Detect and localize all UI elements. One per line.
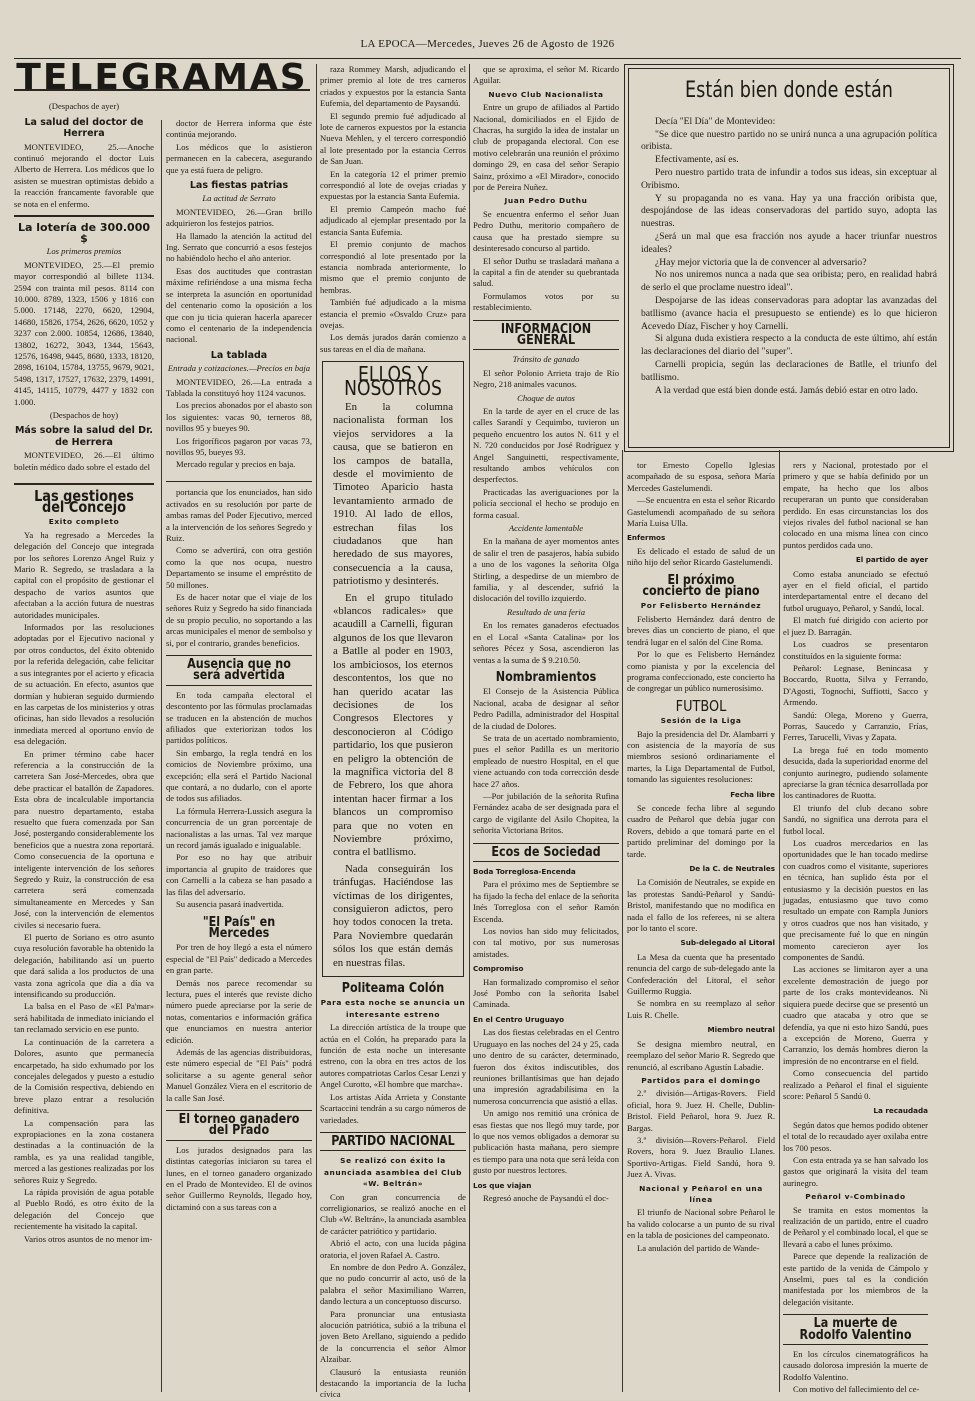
paragraph: Se trata de un acertado nombramiento, pues el señor Padilla es un meritorio empleado de nuestro Hospital, en el que viene actuando con toda corrección desde hace 27 años. <box>473 732 619 789</box>
divider <box>14 483 154 485</box>
ellos-y-nosotros-box <box>322 361 464 977</box>
paragraph: El puerto de Soriano es otro asunto cuya resolución favorable ha obtenido la delegación, habilitando así un puerto que dará salida a los productos de una vasta zona agrícola que día a día va intensificando su producción. <box>14 932 154 1000</box>
label: Nacional y Peñarol en una línea <box>639 1183 763 1204</box>
headline-box <box>783 1314 928 1345</box>
headline-ecos: Ecos de Sociedad <box>491 844 601 860</box>
headline-box <box>320 1132 466 1151</box>
paragraph: Regresó anoche de Paysandú el doc- <box>483 1192 609 1203</box>
headline-box <box>166 655 312 686</box>
paragraph: ¿Será un mal que esa fracción nos ayude a hacer triunfar nuestros ideales? <box>641 230 937 255</box>
headline-box <box>166 1110 312 1141</box>
paragraph: El señor Polonio Arrieta trajo de Río Negro, 218 animales vacunos. <box>473 367 619 390</box>
paragraph: Por tren de hoy llegó a esta el número especial de "El País" dedicado a Mercedes en gran parte. <box>166 942 312 976</box>
subhead: Exito completo <box>48 517 120 527</box>
headline-herrera: La salud del doctor de Herrera <box>24 116 144 140</box>
paragraph: El señor Duthu se trasladará mañana a la capital a fin de atender su quebrantada salud. <box>473 255 619 289</box>
paragraph: Como estaba anunciado se efectuó ayer en el field oficial, el partido interdepartamental entre el decano del futbol uruguayo, Peñarol, y Sandú, local. <box>783 568 928 613</box>
headline-box <box>473 843 619 862</box>
paragraph: Los cuadros se presentaron constituídos en la siguiente forma: <box>783 639 928 661</box>
paragraph: En la mañana de ayer momentos antes de salir el tren de pasajeros, había subido a uno de los vagones la señorita Olga Stirling, a despedirse de un miembro de familia, y al descender, sufrió la dislocación del tovillo izquierdo. <box>473 536 619 604</box>
paragraph: Los cuadros mercedarios en las oportunidades que le han tocado medirse con cuadros como el visitante, superiores en técnica, han suplido ésta por el entusiasmo y la decisión puestos en las jugadas, entusiasmo que tuvo como resultado un empate con Rampla Juniors y otros cuadros que nos han visitado, y que precisamente fué lo que en ningún momento carecieron ayer los componentes de Sandú. <box>783 838 928 963</box>
paragraph: Los médicos que lo asistieron permanecen en la cabecera, asegurando que ya está fuera de peligro. <box>166 141 312 175</box>
label: Partidos para el domingo <box>641 1075 761 1085</box>
paragraph: MONTEVIDEO, 26.—El último boletín médico dado sobre el estado del <box>14 450 154 472</box>
paragraph: En primer término cabe hacer referencia a la construcción de la carretera San José-Mercedes, obra que debe practicar el batallón de Zapadores. Esta obra de incalculable importancia para nuestro departamento, estaba resuelto que fuera comenzada por San José, postergando considerablemente los beneficios que a nuestra zona reportará. Como consecuencia de la oportuna e inteligente intervención de los señores Segredo y Ruiz, la construcción de esa carretera será comenzada simultaneamente en Mercedes y San José, con la intervención de elementos civiles si necesario fuera. <box>14 748 154 930</box>
column-2 <box>166 118 312 1392</box>
paragraph: Ha llamado la atención la actitud del Ing. Serrato que concurrió a esos festejos no habiéndolo hecho el año anterior. <box>166 230 312 264</box>
subhead: Por Felisberto Hernández <box>640 601 762 611</box>
paragraph: La Comisión de Neutrales, se expide en las protestas Sandú-Peñarol y Sandú-Bristol, manifestando que no modifica en nada el fallo de los referees, ni se altera por lo tanto el score. <box>627 877 775 934</box>
paragraph: Sandú: Olega, Moreno y Guerra, Porras, Saucedo y Carranzio, Frías, Ferres, Tarucelli, Vivas y Zapata. <box>783 709 928 743</box>
label: Peñarol v-Combinado <box>805 1192 906 1202</box>
paragraph: Se encuentra enfermo el señor Juan Pedro Duthu, meritorio compañero de causa que ha prestado siempre su desinteresado concurso al partido. <box>473 208 619 254</box>
paragraph: Los frigoríficos pagaron por vacas 73, novillos 95, bueyes 93. <box>166 435 312 457</box>
paragraph: A la verdad que está bien donde está. Jamás debió estar en otro lado. <box>655 384 918 396</box>
paragraph: —Por jubilación de la señorita Rufina Fernández acaba de ser designada para el cargo de vigilante del Asilo Chopitea, la señorita Victoriana Britos. <box>473 790 619 836</box>
headline-valentino: La muerte de Rodolfo Valentino <box>799 1316 912 1343</box>
editorial-box-inner <box>628 68 950 448</box>
paragraph: En los remates ganaderos efectuados en el Local «Santa Catalina» por los señores Pécez y Sosa, ascendieron las ventas a la suma de $ 9.210.50. <box>473 620 619 665</box>
label: En el Centro Uruguayo <box>473 1014 565 1024</box>
divider <box>14 215 154 217</box>
paragraph: Con gran concurrencia de correligionarios, se realizó anoche en el Club «W. Beltrán», la anunciada asamblea de carácter patriótico y partidario. <box>320 1191 466 1236</box>
paragraph: MONTEVIDEO, 26.—La entrada a Tablada la constituyó hoy 1124 vacunos. <box>166 376 312 398</box>
subhead: Los primeros premios <box>46 246 122 257</box>
dispatch-label: (Despachos de ayer) <box>48 101 120 112</box>
paragraph: La dirección artística de la troupe que actúa en el Colón, ha preparado para la función de esta noche un interesante estreno, con la obra en tres actos de los autores compatriotas Carlos Cesar Lenzi y Angel Curotto, «El hombre que marcha». <box>320 1022 466 1090</box>
paragraph: La anulación del partido de Wande- <box>637 1242 760 1253</box>
column-rule <box>469 64 470 1392</box>
paragraph: Es de hacer notar que el viaje de los señores Ruiz y Segredo ha sido financiada de su propio peculio, no soportando a las arcas municipales el menor de sembolso y si, por el contrario, grandes beneficios. <box>166 591 312 648</box>
paragraph: Un amigo nos remitió una crónica de esas fiestas que nos llegó muy tarde, por lo que nos vemos obligados a demorar su publicación hasta mañana, pero siempre es tiempo para una nota que será leída con gusto por nuestros lectores. <box>473 1108 619 1176</box>
paragraph: La continuación de la carretera a Dolores, asunto que permanecía encarpetado, ha sido exhumado por los concejales delegados y puesto a estudio de la Comisión respectiva, debiendo en breve plazo entrar a resolución definitiva. <box>14 1036 154 1116</box>
paragraph: Los jurados designados para las distintas categorías iniciaron su tarea el lunes, en el torneo ganadero organizado en el Prado de Montevideo. El de ovinos señor Guillermo Reynolds, llegado hoy, dictaminó con a sus tareas con a <box>166 1144 312 1212</box>
subhead: Se realizó con éxito la anunciada asamblea del Club «W. Beltrán» <box>323 1156 463 1189</box>
paragraph: La Mesa da cuenta que ha presentado renuncia del cargo de sub-delegado ante la Confederación del Litoral, el señor Guillermo Ruggia. <box>627 951 775 997</box>
divider <box>166 481 312 483</box>
paragraph: Además de las agencias distribuidoras, este número especial de "El País" podrá solicitarse a su agente general señor Manuel González Viera en el escritorio de la calle San José. <box>166 1046 312 1103</box>
headline-tablada: La tablada <box>210 349 268 361</box>
paragraph: Como se advertirá, con otra gestión como la que nos ocupa, nuestro Departamento se insume el empréstito de 50 millones. <box>166 545 312 590</box>
paragraph: Con motivo del fallecimiento del ce- <box>793 1384 920 1395</box>
paragraph: Felisberto Hernández dará dentro de breves días un concierto de piano, el que tendrá lugar en el salón del Cine Roma. <box>627 613 775 647</box>
paragraph: doctor de Herrera informa que éste continúa mejorando. <box>166 118 312 140</box>
paragraph: Por eso no hay que atribuir importancia al grupito de traidores que con Carnelli a la cabeza se han pasado a las filas del adversario. <box>166 852 312 897</box>
paragraph: Se designa miembro neutral, en reemplazo del señor Mario R. Segredo que renunció, al escribano Agustín Labadie. <box>627 1038 775 1072</box>
headline-concierto: El próximo concierto de piano <box>642 572 760 600</box>
paragraph: Practicadas las averiguaciones por la policía seccional el hecho se produjo en forma casual. <box>473 486 619 520</box>
subhead: Entrada y cotizaciones.—Precios en baja <box>167 363 311 374</box>
paragraph: El premio Campeón macho fué adjudicado al ejemplar presentado por la estancia Santa Eufemia. <box>320 203 466 237</box>
label: El partido de ayer <box>855 555 928 565</box>
paragraph: Se tramita en estos momentos la realización de un partido, entre el cuadro de Peñarol y el combinado local, el que se llevará a cabo el lunes próximo. <box>783 1204 928 1249</box>
paragraph: El premio conjunto de machos correspondió al lote presentado por la estancia nombrada anteriormente, lo mismo que el premio conjunto de hembras. <box>320 239 466 295</box>
label: Miembro neutral <box>707 1025 775 1035</box>
headline-torneo: El torneo ganadero del Prado <box>178 1112 300 1139</box>
label: La recaudada <box>873 1106 928 1116</box>
paragraph: Entre un grupo de afiliados al Partido Nacional, domiciliados en el Ejido de Chacras, ha surgido la idea de instalar un club de propaganda electoral. Con ese motivo celebrarán una reunión el próximo domingo 29, en casa del señor Serapio Sainz, próximo a «El Mirador», conocido por de Pereira Nuñez. <box>473 102 619 193</box>
paragraph: rers y Nacional, protestado por el primero y que se había definido por un empate, ha hecho que los albos recuperaran un punto que consideraban perdido. En esas circunstancias los dos viejos rivales del futbol nacional se han colocado en una misma línea con cinco puntos perdidos cada uno. <box>783 460 928 550</box>
paragraph: En la columna nacionalista forman los viejos servidores a la causa, que se batieron en los campos de batalla, desde el movimiento de Timoteo Aparicio hasta levantamiento armado de 1910. Al lado de ellos, estrechan filas los ciudadanos que han heredado de sus mayores, consecuencia a la causa, patriotismo y desinterés. <box>333 400 453 588</box>
label: De la C. de Neutrales <box>689 864 775 873</box>
label: Sub-delegado al Litoral <box>680 938 775 948</box>
paragraph: La rápida provisión de agua potable al Pueblo Rodó, es otro éxito de la delegación del Concejo que recientemente ha visitado la capital. <box>14 1186 154 1232</box>
paragraph: MONTEVIDEO, 26.—Gran brillo adquirieron los festejos patrios. <box>166 206 312 229</box>
headline-ausencia: Ausencia que no será advertida <box>187 656 291 684</box>
paragraph: Y su propaganda no es vana. Hay ya una fracción oribista que, despojándose de las ideas conservadoras del partido suyo, adopta las nuestras. <box>641 192 937 230</box>
subhead: La actitud de Serrato <box>202 193 276 204</box>
paragraph: Demás nos parece recomendar su lectura, pues el interés que reviste dicho número puede apreciarse por la serie de notas, comentarios e información gráfica que enunciamos en nuestra anterior edición. <box>166 977 312 1045</box>
headline-box <box>473 320 619 351</box>
telegramas-title: TELEGRAMAS <box>14 72 310 91</box>
column-rule <box>779 450 780 1392</box>
paragraph: Clausuró la entusiasta reunión destacando la importancia de la lucha cívica <box>320 1366 466 1400</box>
paragraph: Las dos fiestas celebradas en el Centro Uruguayo en las noches del 24 y 25, cada uno dentro de su carácter, determinado, fueron dos éxitos indiscutibles, dos reuniones brillantísimas que han dejado una impresión agradabilísima en la numerosa concurrencia que asistió a ellas. <box>473 1027 619 1106</box>
paragraph: Sin embargo, la regla tendrá en los comicios de Noviembre próximo, una excepción; ella será el Partido Nacional que contará, a no dudarlo, con el aporte de todos sus afiliados. <box>166 747 312 804</box>
paragraph: MONTEVIDEO, 25.—Anoche continuó mejorando el doctor Luis Alberto de Herrera. Los médicos que lo asisten se muestran optimistas debido a la reacción francamente favorable que se nota en el enfermo. <box>14 141 154 209</box>
paragraph: Mercado regular y precios en baja. <box>176 459 296 470</box>
paragraph: Han formalizado compromiso el señor José Pombo con la señorita Isabel Caminada. <box>473 976 619 1010</box>
paragraph: Con esta entrada ya se han salvado los gastos que originará la visita del team aurinegro. <box>783 1154 928 1188</box>
paragraph: El triunfo del club decano sobre Sandú, no significa una derrota para el futbol local. <box>783 802 928 836</box>
headline-politeama: Politeama Colón <box>341 981 445 997</box>
editorial-box <box>624 64 954 452</box>
subhead: Sesión de la Liga <box>660 716 742 726</box>
paragraph: 2.ª división—Artigas-Rovers. Field oficial, hora 9. Juez H. Chelle, Dublin-Bristol. Field Peñarol, hora 9. Juez R. Bargas. <box>627 1088 775 1133</box>
paragraph: Decía "El Día" de Montevideo: <box>655 115 776 127</box>
paragraph: Se concede fecha libre al segundo cuadro de Peñarol que debía jugar con Rovers, debido a que tomará parte en el partido preliminar del domingo por la tarde. <box>627 802 775 859</box>
headline-partido-nacional: PARTIDO NACIONAL <box>331 1133 455 1149</box>
paragraph: Pero nuestro partido trata de infundir a todos sus ideas, sin exceptuar al Oribismo. <box>641 166 937 191</box>
paragraph: Los novios han sido muy felicitados, con tal motivo, por sus numerosas amistades. <box>473 926 619 959</box>
column-3 <box>320 64 466 1400</box>
subhead: Para esta noche se anuncia un interesante estreno <box>320 998 466 1019</box>
editorial-title: Están bien donde están <box>685 78 893 103</box>
paragraph: —Se encuentra en esta el señor Ricardo Gastelumendi acompañado de su señora María Luisa Ulla. <box>627 495 775 529</box>
paragraph: Abrió el acto, con una lucida página oratoria, el joven Rafael A. Castro. <box>320 1238 466 1260</box>
headline-fiestas: Las fiestas patrias <box>189 180 289 192</box>
paragraph: ¿Hay mejor victoria que la de convencer al adversario? <box>655 256 867 268</box>
paragraph: En la categoría 12 el primer premio correspondió al lote de ovejas criadas y expuestas por la estancia Santa Eufemia. <box>320 168 466 202</box>
paragraph: Esas dos auctitudes que contrastan máxime refiriéndose a una misma fecha se interpreta la asunción en oportunidad del centenario como la oposición a los que con ju ticia quieran hacerla aparecer como el centenario de la independencia nacional. <box>166 265 312 345</box>
column-rule <box>622 450 623 1392</box>
paragraph: Carnelli propicia, según las declaraciones de Batlle, el triunfo del batllismo. <box>641 358 937 383</box>
paragraph: Parece que depende la realización de este partido de la venida de Cámpolo y Anselmi, pues tal es la condición manifestada por los miembros de la delegación visitante. <box>783 1251 928 1307</box>
subhead: Tránsito de ganado <box>512 354 580 365</box>
paragraph: Su ausencia pasará inadvertida. <box>176 899 284 910</box>
paragraph: El segundo premio fué adjudicado al lote de carneros expuestos por la estancia Nueva Mehlen, y el tercero correspondió al lote presentado por la estancia Cerros de San Juan. <box>320 110 466 167</box>
paragraph: Informados por las resoluciones adoptadas por el Ejecutivo nacional y por otros conductos, del éxito obtenido por la referida delegación, cabe felicitar a sus integrantes por el acierto y eficacia de su actuación. En efecto, asuntos que dormían y hubieran seguido durmiendo en las carpetas de los ministerios y otras oficinas, han sido llevados a resolución inmediata merced al oportuno envío de esa delegación. <box>14 622 154 747</box>
label: Los que viajan <box>473 1180 532 1190</box>
paragraph: Despojarse de las ideas conservadoras para adoptar las avanzadas del batllismo (avance hacia el presupuesto se entiende) es lo que hicieron Acevedo Díaz, Fischer y hoy Carnelli. <box>641 294 937 332</box>
paragraph: 3.ª división—Rovers-Peñarol. Field Rovers, hora 9. Juez Braulio Llanes. Sportivo-Artigas. Field Sandú, hora 9. Juez A. Vivas. <box>627 1134 775 1180</box>
paragraph: Ya ha regresado a Mercedes la delegación del Concejo que integrada por los señores Lorenzo Angel Ruiz y Mario R. Segredo, se trasladara a la capital con el propósito de gestionar el despacho de varios asuntos que afectaban a la acción futura de nuestras autoridades municipales. <box>14 529 154 620</box>
paragraph: que se aproxima, el señor M. Ricardo Aguilar. <box>473 64 619 86</box>
paragraph: La balsa en el Paso de «El Pa'mar» será habilitada de inmediato iniciando el tan reclamado servicio en ese punto. <box>14 1001 154 1035</box>
paragraph: La fórmula Herrera-Lussich asegura la concurrencia de un gran porcentaje de nacionalistas a las urnas. Tal vez marque un record jamás igualado e inigualable. <box>166 805 312 851</box>
paragraph: Peñarol: Legnase, Benincasa y Boccardo, Ruotta, Silva y Ferrando, D'Agosti, Tognochi, Suffiotti, Sacco y Armendo. <box>783 662 928 708</box>
paragraph: En nombre de don Pedro A. González, que no pudo concurrir al acto, usó de la palabra el señor Maximiliano Warren, dando lectura a un conceptuoso discurso. <box>320 1261 466 1307</box>
subhead: Choque de autos <box>517 392 575 403</box>
column-4 <box>473 64 619 1392</box>
headline-el-pais: "El País" en Mercedes <box>202 914 276 941</box>
paragraph: El Consejo de la Asistencia Pública Nacional, acaba de designar al señor Pedro Padilla, administrador del Hospital de la ciudad de Dolores. <box>473 686 619 731</box>
headline-futbol: FUTBOL <box>675 696 727 715</box>
paragraph: Bajo la presidencia del Dr. Alambarri y con asistencia de la mayoría de sus miembros sesionó ordinariamente el martes, la Liga Departamental de Futbol, tomando las siguientes resoluciones: <box>627 728 775 785</box>
headline-informacion: INFORMACION GENERAL <box>500 321 592 348</box>
paragraph: El match fué dirigido con acierto por el juez D. Barragán. <box>783 615 928 637</box>
paragraph: En los círculos cinematográficos ha causado dolorosa impresión la muerte de Rodolfo Valentino. <box>783 1349 928 1382</box>
paragraph: MONTEVIDEO, 25.—El premio mayor correspondió al billete 1134. 2594 con trainta mil pesos. 8114 con 10.000. 8789, 1323, 1506 y 1816 con 5.000. 17148, 2270, 6620, 12904, 14680, 15826, 1754, 2626, 6620, 1052 y 3237 con 2.000. 10854, 12686, 13840, 13802, 16272, 3043, 1344, 15643, 12576, 16498, 9445, 8680, 1333, 18120, 2898, 16104, 15784, 13755, 9679, 9021, 5498, 1317, 17527, 17632, 2379, 14991, 4145, 14115, 10779, 4477 y 1832 con 1.000. <box>14 259 154 407</box>
paragraph: Para el próximo mes de Septiembre se ha fijado la fecha del enlace de la señorita Inés Torreglosa con el señor Ramón Escenda. <box>473 879 619 924</box>
paragraph: El triunfo de Nacional sobre Peñarol le ha valido colocarse a un punto de su rival en la tabla de posiciones del campeonato. <box>627 1207 775 1241</box>
headline-herrera-2: Más sobre la salud del Dr. de Herrera <box>14 425 154 448</box>
headline-loteria: La lotería de 300.000 $ <box>17 220 151 245</box>
headline-nombramientos: Nombramientos <box>495 669 597 685</box>
paragraph: Si alguna duda existiera respecto a la conducta de este último, ahí están las declaraciones del diario del "super". <box>641 333 937 358</box>
paragraph: portancia que los enunciados, han sido activados en su resolución por parte de ambas ramas del Poder Ejecutivo, merced a la intervención de los señores Segredo y Ruiz. <box>166 487 312 543</box>
paragraph: Para pronunciar una entusiasta alocución patriótica, subió a la tribuna el joven Beto Arellano, siguiendo a pedido de la concurrencia el señor Almor Alzaibar. <box>320 1308 466 1365</box>
paragraph: Según datos que hemos podido obtener el total de lo recaudado ayer oxilaba entre los 700 pesos. <box>783 1119 928 1153</box>
paragraph: Se nombra en su reemplazo al señor Luis R. Chelle. <box>627 998 775 1020</box>
paragraph: En la tarde de ayer en el cruce de las calles Sarandí y Cequimbo, tuvieron un pequeño encuentro los autos N. 611 y el N. 720 conducidos por José Rodríguez y Angel Sanguinetti, respectivamente, resultando ambos vehículos con desperfectos. <box>473 405 619 485</box>
paragraph: Varios otros asuntos de no menor im- <box>24 1233 153 1244</box>
paragraph: Los demás jurados darán comienzo a sus tareas en el día de mañana. <box>320 332 466 354</box>
paragraph: También fué adjudicado a la misma estancia el premio «Osvaldo Cruz» para ovejas. <box>320 297 466 330</box>
paragraph: Formulamos votos por su restablecimiento. <box>473 290 619 313</box>
column-rule <box>316 64 317 1392</box>
column-rule <box>161 120 162 1392</box>
paragraph: "Se dice que nuestro partido no se unirá nunca a una agrupación política oribista. <box>641 128 937 153</box>
subhead: Accidente lamentable <box>508 523 584 534</box>
headline-club: Nuevo Club Nacionalista <box>488 89 604 99</box>
paragraph: Los artistas Aída Arrieta y Constante Scartaccini tendrán a su cargo números de variedades. <box>320 1091 466 1125</box>
paragraph: Por lo que es Felisberto Hernández como pianista y por la excelencia del programa confeccionado, este concierto ha de congregar un público numerosísimo. <box>627 649 775 694</box>
paragraph: En toda campaña electoral el descontento por las fórmulas proclamadas se traducen en la abstención de muchos afiliados que exteriorizan todos los partidos políticos. <box>166 689 312 746</box>
headline-concejo: Las gestiones del Concejo <box>34 486 134 516</box>
label: Enfermos <box>627 533 666 543</box>
dispatch-label: (Despachos de hoy) <box>49 410 119 421</box>
paragraph: Los precios abonados por el abasto son los siguientes: vacas 90, terneros 88, novillos 95 y bueyes 90. <box>166 400 312 434</box>
paragraph: La brega fué en todo momento desucida, dada la superioridad enorme del conjunto aurinegro, pudiendo solamente apreciarse la gran técnica desarrollada por los cantinadores de Ruotta. <box>783 744 928 801</box>
box-title: ELLOS Y NOSOTROS <box>344 362 442 400</box>
headline-duthu: Juan Pedro Duthu <box>504 196 588 206</box>
paragraph: No nos uniremos nunca a nada que sea oribista; pero, en realidad habrá de serlo el que proclame nuestro ideal". <box>641 269 937 294</box>
subhead: Resultado de una feria <box>506 606 586 617</box>
paragraph: Efectivamente, así es. <box>655 154 739 166</box>
label: Fecha libre <box>730 789 775 799</box>
label: Compromiso <box>473 964 524 974</box>
paragraph: Como consecuencia del partido realizado a Peñarol el final el siguiente score: Peñarol 5 Sandú 0. <box>783 1068 928 1101</box>
column-5 <box>627 460 775 1392</box>
paragraph: raza Rommey Marsh, adjudicando el primer premio al lote de tres carneros criados y expuestos por la estancia Santa Eufemia, del departamento de Paysandú. <box>320 64 466 109</box>
paragraph: Nada conseguirán los tránfugas. Haciéndose las víctimas de los dirigentes, consiguieron adictos, pero hoy todos conocen la treta. Para Noviembre quedarán sólos los que están demás en nuestras filas. <box>333 862 453 969</box>
paragraph: tor Ernesto Copello Iglesias acompañado de su esposa, señora María Mercedes Gastelumendi. <box>627 460 775 493</box>
label: Boda Torreglosa-Encenda <box>473 867 576 876</box>
paragraph: Las acciones se limitaron ayer a una excelente demostración de juego por parte de los craks montevideanos. Ni siquiera puede decirse que se presentó un cuadro que atacaba y otro que se defendía, ya que ni esto hizo Sandú, pues a excepción de Moreno, Guerra y Carranzio, los demás hombres dieron la impresión de no encontrarse en el field. <box>783 964 928 1066</box>
paragraph: Es delicado el estado de salud de un niño hijo del señor Ricardo Gastelumendi. <box>627 545 775 568</box>
column-6 <box>783 460 928 1395</box>
paragraph: En el grupo titulado «blancos radicales» que acaudill a Carnelli, figuran algunos de los que llevaron a Batlle al poder en 1903, los ambiciosos, los eternos descontentos, los que no han querido acatar las decisiones de los Congresos Electores y desconocieron al Código partidario, los que pusieron en peligro la obtención de la magnífica victoria del 8 de Febrero, los que ahora intentan hacer firmar a los blancos un compromiso para que no voten en Noviembre próximo, contra el batllismo. <box>333 591 453 859</box>
masthead: LA EPOCA—Mercedes, Jueves 26 de Agosto de 1926 <box>14 38 961 59</box>
paragraph: La compensación para las expropiaciones en la zona costanera destinadas a la continuación de la rambla, es ya una realidad tangible, merced a las gestiones realizadas por los señores Ruiz y Segredo. <box>14 1117 154 1185</box>
